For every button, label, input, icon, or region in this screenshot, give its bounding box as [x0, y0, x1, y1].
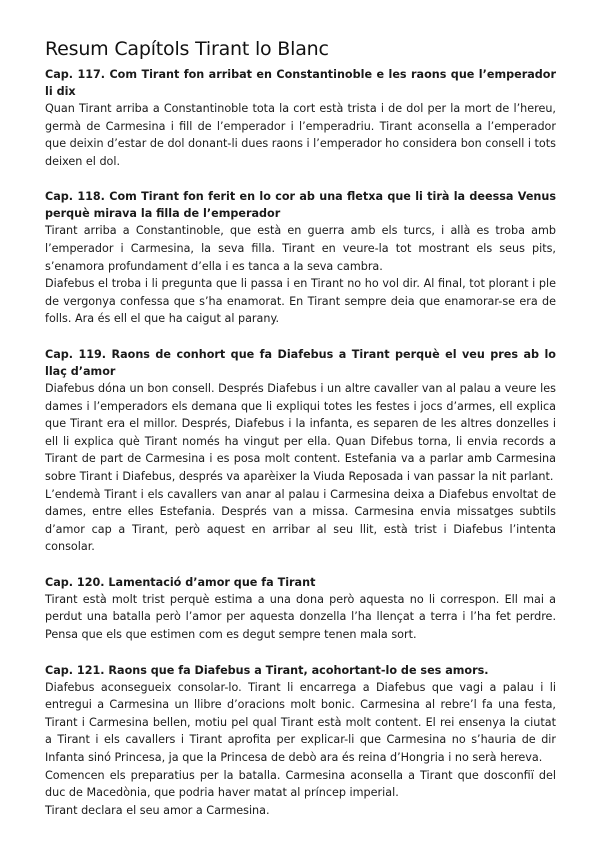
chapter-heading: Cap. 118. Com Tirant fon ferit en lo cor ab una fletxa que li tirà la deessa Venus perquè mirava la filla de l’emperador [45, 190, 556, 221]
chapter-119 [45, 346, 556, 556]
chapter-heading: Cap. 119. Raons de conhort que fa Diafebus a Tirant perquè el veu pres ab lo llaç d’amor [45, 347, 556, 378]
paragraph: L’endemà Tirant i els cavallers van anar al palau i Carmesina deixa a Diafebus envoltat de dames, entre elles Estefania. Després van a missa. Carmesina envia missatges subtils d’amor cap a Tirant, però aquest en arribar al seu llit, està trist i Diafebus l’intenta consolar. [45, 487, 556, 554]
paragraph: Tirant declara el seu amor a Carmesina. [45, 803, 270, 817]
paragraph: Diafebus dóna un bon consell. Després Diafebus i un altre cavaller van al palau a veure les dames i l’emperadors els demana que li expliqui totes les festes i jocs d’armes, ell explica que Tirant era el millor. Després, Diafebus i la infanta, es separen de les altres donzelles i ell li explica què Tirant només ha vingut per ella. Quan Difebus torna, li envia records a Tirant de part de Carmesina i es posa molt content. Estefania va a parlar amb Carmesina sobre Tirant i Diafebus, després va aparèixer la Viuda Reposada i van passar la nit parlant. [45, 381, 556, 483]
chapter-121 [45, 662, 556, 820]
paragraph: Comencen els preparatius per la batalla. Carmesina aconsella a Tirant que dosconfiï del duc de Macedònia, que podria haver matat al príncep imperial. [45, 768, 556, 800]
paragraph: Tirant arriba a Constantinoble, que està en guerra amb els turcs, i allà es troba amb l’emperador i Carmesina, la seva filla. Tirant en veure-la tot mostrant els seus pits, s’enamora profundament d’ella i es tanca a la seva cambra. [45, 224, 556, 273]
paragraph: Tirant està molt trist perquè estima a una dona però aquesta no li correspon. Ell mai a perdut una batalla però l’amor per aquesta donzella l’ha llençat a terra i l’ha fet perdre. Pensa que els que estimen com es degut sempre tenen mala sort. [45, 592, 556, 642]
chapter-heading: Cap. 117. Com Tirant fon arribat en Constantinoble e les raons que l’emperador li dix [45, 68, 556, 98]
chapter-118 [45, 188, 556, 328]
paragraph: Diafebus aconsegueix consolar-lo. Tirant li encarrega a Diafebus que vagi a palau i li entregui a Carmesina un llibre d’oracions molt bonic. Carmesina al rebre’l fa una festa, Tirant i Carmesina bellen, motiu pel qual Tirant està molt content. El rei ensenya la ciutat a Tirant i els cavallers i Tirant aprofita per explicar-li que Carmesina no s’hauria de dir Infanta sinó Princesa, ja que la Princesa de debò ara és reina d’Hongria i no serà hereva. [45, 680, 556, 765]
chapter-heading: Cap. 121. Raons que fa Diafebus a Tirant, acohortant-lo de ses amors. [45, 663, 489, 677]
paragraph: Quan Tirant arriba a Constantinoble tota la cort està trista i de dol per la mort de l’hereu, germà de Carmesina i fill de l’emperador i l’emperadriu. Tirant aconsella a l’emperador que deixin d’estar de dol donant-li dues raons i l’emperador ho considera bon consell i tots deixen el dol. [45, 102, 556, 168]
chapter-117 [45, 66, 556, 170]
chapter-heading: Cap. 120. Lamentació d’amor que fa Tirant [45, 575, 316, 589]
page-title: Resum Capítols Tirant lo Blanc [45, 38, 329, 60]
paragraph: Diafebus el troba i li pregunta que li passa i en Tirant no ho vol dir. Al final, tot plorant i ple de vergonya confessa que s’ha enamorat. En Tirant sempre deia que enamorar-se era de folls. Ara és ell el que ha caigut al parany. [45, 277, 556, 326]
chapter-120 [45, 574, 556, 644]
